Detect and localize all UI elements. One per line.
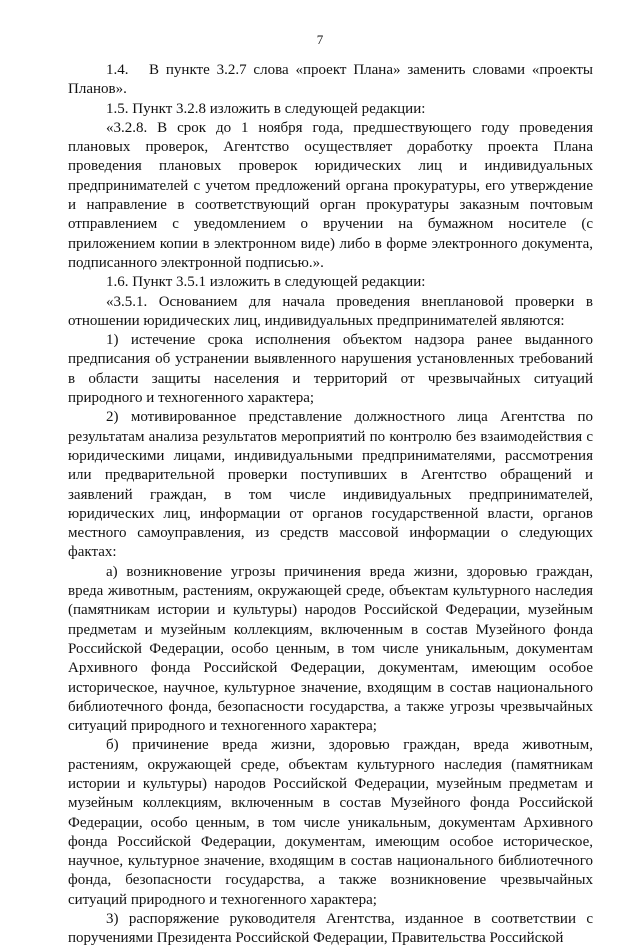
document-body [68, 61, 593, 949]
page-number: 7 [316, 32, 324, 47]
paragraph-1-4: 1.4. В пункте 3.2.7 слова «проект Плана» заменить словами «проекты Планов». [68, 62, 593, 98]
list-item-3: 3) распоряжение руководителя Агентства, изданное в соответствии с поручениями Президента Российской Федерации, Правительства Российской [68, 911, 593, 947]
paragraph-1-5: 1.5. Пункт 3.2.8 изложить в следующей редакции: [106, 100, 426, 117]
paragraph-3-5-1: «3.5.1. Основанием для начала проведения внеплановой проверки в отношении юридических лиц, индивидуальных предпринимателей являются: [68, 293, 593, 329]
sub-item-b: б) причинение вреда жизни, здоровью граждан, вреда животным, растениям, окружающей среде, объектам культурного наследия (памятникам истории и культуры) народов Российской Федерации, музейным предметам и музейным коллекциям, включенным в состав Музейного фонда Российской Федерации, особо ценным, в том числе уникальным, документам Архивного фонда Российской Федерации, документам, имеющим особое историческое, научное, культурное значение, входящим в состав национального библиотечного фонда, безопасности государства, а также возникновение чрезвычайных ситуаций природного и техногенного характера; [68, 737, 593, 908]
sub-item-a: а) возникновение угрозы причинения вреда жизни, здоровью граждан, вреда животным, растениям, окружающей среде, объектам культурного наследия (памятникам истории и культуры) народов Российской Федерации, музейным предметам и музейным коллекциям, включенным в состав Музейного фонда Российской Федерации, особо ценным, в том числе уникальным, документам Архивного фонда Российской Федерации, документам, имеющим особое историческое, научное, культурное значение, входящим в состав национального библиотечного фонда, безопасности государства, а также угрозы чрезвычайных ситуаций природного и техногенного характера; [68, 563, 593, 735]
list-item-1: 1) истечение срока исполнения объектом надзора ранее выданного предписания об устранении выявленного нарушения установленных требований в области защиты населения и территорий от чрезвычайных ситуаций природного и техногенного характера; [68, 332, 593, 407]
paragraph-1-6: 1.6. Пункт 3.5.1 изложить в следующей редакции: [106, 274, 426, 291]
list-item-2: 2) мотивированное представление должностного лица Агентства по результатам анализа результатов мероприятий по контролю без взаимодействия с юридическими лицами, индивидуальными предпринимателями, рассмотрения или предварительной проверки поступивших в Агентство обращений и заявлений граждан, в том числе индивидуальных предпринимателей, юридических лиц, информации от органов государственной власти, органов местного самоуправления, из средств массовой информации о следующих фактах: [68, 409, 593, 561]
paragraph-3-2-8: «3.2.8. В срок до 1 ноября года, предшествующего году проведения плановых проверок, Агентство осуществляет доработку проекта Плана проведения плановых проверок юридических лиц и индивидуальных предпринимателей с учетом предложений органа прокуратуры, его утверждение и направление в соответствующий орган прокуратуры заказным почтовым отправлением с уведомлением о вручении на бумажном носителе (с приложением копии в электронном виде) либо в форме электронного документа, подписанного электронной подписью.». [68, 119, 593, 271]
